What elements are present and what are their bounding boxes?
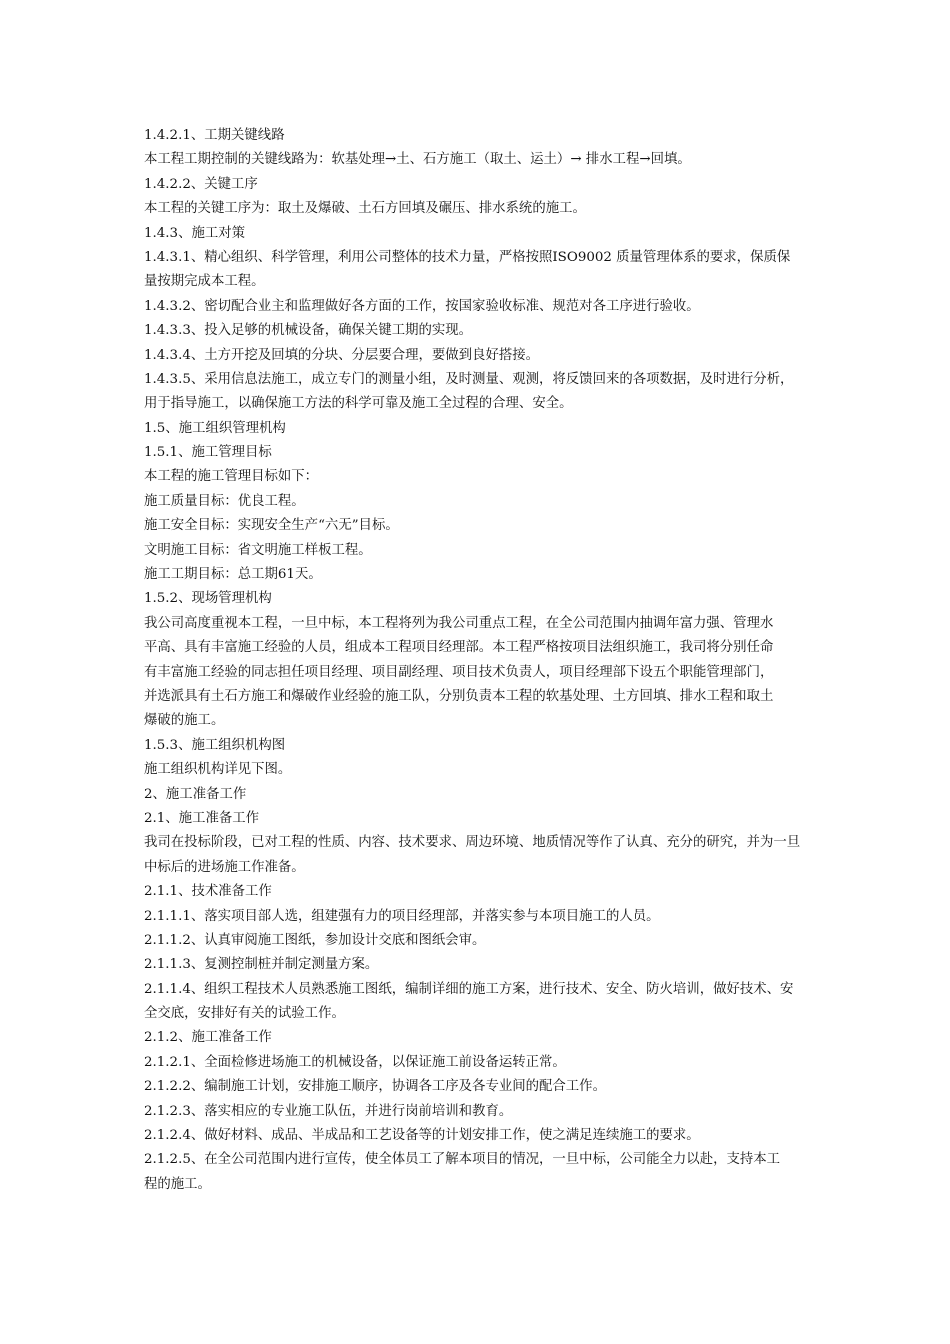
text-line: 我公司高度重视本工程，一旦中标，本工程将列为我公司重点工程，在全公司范围内抽调年富力强、管理水 (144, 615, 774, 631)
text-line: 施工质量目标：优良工程。 (144, 493, 305, 509)
text-line: 1.4.3.4、土方开挖及回填的分块、分层要合理，要做到良好搭接。 (144, 347, 540, 363)
text-line: 本工程的施工管理目标如下： (144, 469, 319, 485)
text-line: 1.4.3.1、精心组织、科学管理，利用公司整体的技术力量，严格按照ISO9002 质量管理体系的要求，保质保 (144, 249, 791, 265)
text-line: 2.1.1、技术准备工作 (144, 884, 272, 900)
text-line: 1.4.2.2、关键工序 (144, 176, 258, 192)
text-line: 用于指导施工，以确保施工方法的科学可靠及施工全过程的合理、安全。 (144, 396, 573, 412)
text-line: 施工安全目标：实现安全生产“六无”目标。 (144, 518, 399, 534)
text-line: 1.5、施工组织管理机构 (144, 420, 286, 436)
text-line: 程的施工。 (144, 1176, 211, 1192)
text-line: 1.4.3.2、密切配合业主和监理做好各方面的工作，按国家验收标准、规范对各工序进行验收。 (144, 298, 700, 314)
text-line: 2.1.2.1、全面检修进场施工的机械设备，以保证施工前设备运转正常。 (144, 1054, 566, 1070)
text-line: 中标后的进场施工作准备。 (144, 859, 305, 875)
text-line: 我司在投标阶段，已对工程的性质、内容、技术要求、周边环境、地质情况等作了认真、充分的研究，并为一旦 (144, 835, 801, 851)
text-line: 1.4.3.3、投入足够的机械设备，确保关键工期的实现。 (144, 323, 473, 339)
text-line: 2.1.2、施工准备工作 (144, 1030, 272, 1046)
text-line: 2.1.1.3、复测控制桩并制定测量方案。 (144, 957, 379, 973)
text-line: 施工工期目标：总工期61天。 (144, 567, 322, 583)
text-line: 量按期完成本工程。 (144, 274, 265, 290)
text-line: 本工程的关键工序为：取土及爆破、土石方回填及碾压、排水系统的施工。 (144, 201, 586, 217)
text-line: 文明施工目标：省文明施工样板工程。 (144, 542, 372, 558)
text-line: 全交底，安排好有关的试验工作。 (144, 1006, 345, 1022)
text-line: 2.1.1.1、落实项目部人选，组建强有力的项目经理部，并落实参与本项目施工的人员。 (144, 908, 660, 924)
text-line: 2.1.2.3、落实相应的专业施工队伍，并进行岗前培训和教育。 (144, 1103, 513, 1119)
text-line: 2.1.2.5、在全公司范围内进行宣传，使全体员工了解本项目的情况，一旦中标，公司能全力以赴，支持本工 (144, 1152, 781, 1168)
text-line: 2、施工准备工作 (144, 786, 247, 802)
text-line: 并选派具有土石方施工和爆破作业经验的施工队，分别负责本工程的软基处理、土方回填、排水工程和取土 (144, 688, 774, 704)
text-line: 2.1.1.2、认真审阅施工图纸，参加设计交底和图纸会审。 (144, 932, 486, 948)
text-line: 1.5.2、现场管理机构 (144, 591, 272, 607)
text-line: 2.1.1.4、组织工程技术人员熟悉施工图纸，编制详细的施工方案，进行技术、安全、防火培训，做好技术、安 (144, 981, 794, 997)
text-line: 有丰富施工经验的同志担任项目经理、项目副经理、项目技术负责人，项目经理部下设五个职能管理部门， (144, 664, 774, 680)
text-line: 2.1、施工准备工作 (144, 810, 260, 826)
text-line: 1.4.2.1、工期关键线路 (144, 128, 285, 143)
text-line: 1.4.3.5、采用信息法施工，成立专门的测量小组，及时测量、观测，将反馈回来的各项数据，及时进行分析， (144, 371, 794, 387)
document-page (144, 124, 810, 1197)
text-line: 2.1.2.2、编制施工计划，安排施工顺序，协调各工序及各专业间的配合工作。 (144, 1079, 606, 1095)
text-line: 1.5.1、施工管理目标 (144, 445, 272, 461)
text-line: 施工组织机构详见下图。 (144, 762, 292, 778)
text-line: 平高、具有丰富施工经验的人员，组成本工程项目经理部。本工程严格按项目法组织施工，我司将分别任命 (144, 640, 774, 656)
text-line: 爆破的施工。 (144, 713, 225, 729)
text-line: 本工程工期控制的关键线路为：软基处理→土、石方施工（取土、运土）→ 排水工程→回填。 (144, 152, 691, 168)
text-line: 1.5.3、施工组织机构图 (144, 737, 286, 753)
text-line: 2.1.2.4、做好材料、成品、半成品和工艺设备等的计划安排工作，使之满足连续施工的要求。 (144, 1128, 700, 1144)
text-line: 1.4.3、施工对策 (144, 225, 246, 241)
